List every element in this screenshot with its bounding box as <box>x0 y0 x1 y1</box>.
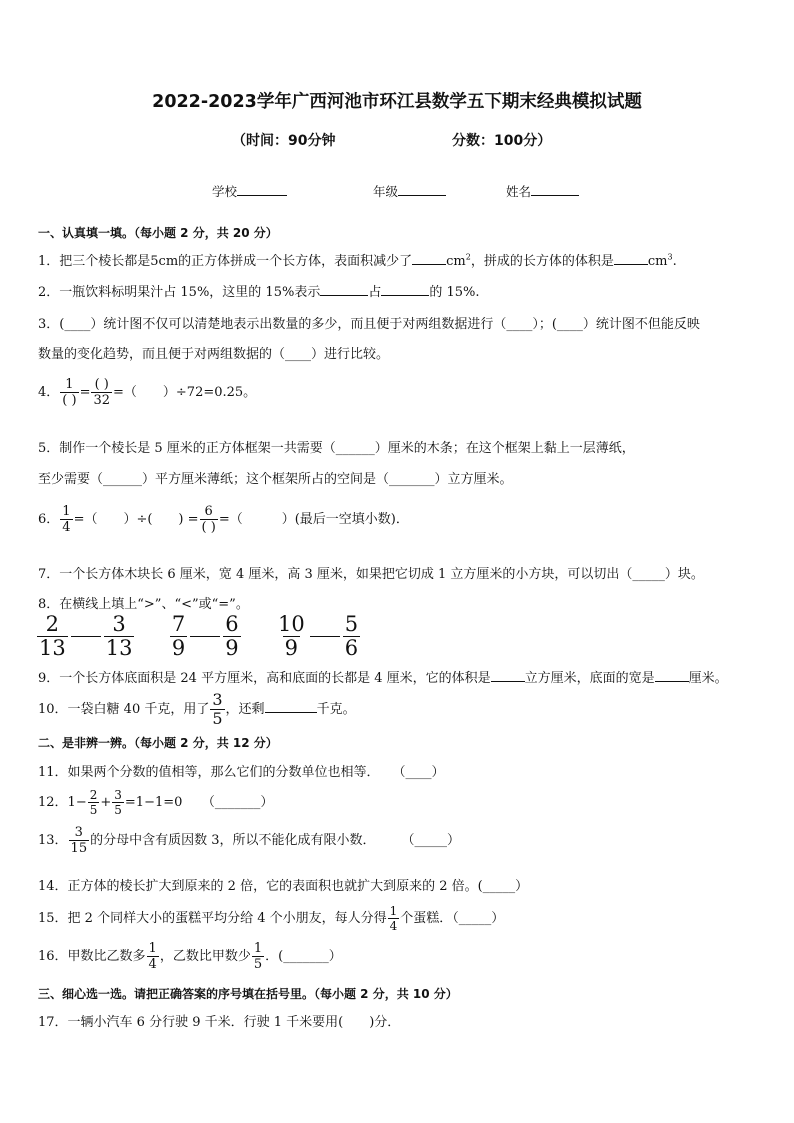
grade-label: 年级 <box>373 184 399 199</box>
section-3-heading: 三、细心选一选。请把正确答案的序号填在括号里。（每小题 2 分，共 10 分） <box>38 987 458 1001</box>
name-blank[interactable] <box>531 183 579 196</box>
section-2-heading: 二、是非辨一辨。（每小题 2 分，共 12 分） <box>38 736 278 750</box>
q2-blank-2[interactable] <box>381 283 429 296</box>
name-label: 姓名 <box>506 184 532 199</box>
exam-score: 分数：100分） <box>452 133 552 149</box>
q8-fraction: $\frac{2}{13}$ <box>39 612 66 660</box>
q4-equals: = <box>79 385 91 400</box>
q9-blank-2[interactable] <box>655 669 689 682</box>
question-4 <box>38 378 256 407</box>
q1-text: 1．把三个棱长都是5cm的正方体拼成一个长方体，表面积减少了 <box>38 254 413 269</box>
q10-blank[interactable] <box>265 700 317 713</box>
q6-mid: =（ ）÷( ) = <box>73 512 199 527</box>
grade-field <box>373 182 446 200</box>
school-label: 学校 <box>212 184 238 199</box>
q12-fraction-2: $\frac{3}{5}$ <box>114 788 122 817</box>
question-15 <box>38 905 504 932</box>
question-11: 11．如果两个分数的值相等，那么它们的分数单位也相等． （____） <box>38 765 445 780</box>
q16-text: 16．甲数比乙数多 <box>38 949 146 964</box>
name-field <box>506 182 579 200</box>
q6-num: 6． <box>38 512 60 527</box>
q10-end: 千克。 <box>316 702 356 717</box>
question-3-line-1: 3．(____）统计图不仅可以清楚地表示出数量的多少，而且便于对两组数据进行（____）；(____）统计图不但能反映 <box>38 317 700 332</box>
question-16 <box>38 942 342 971</box>
question-8-text: 8．在横线上填上“>”、“<”或“=”。 <box>38 597 249 612</box>
q2-text-2: 占 <box>368 285 382 300</box>
q10-text: 10．一袋白糖 40 千克，用了 <box>38 702 210 717</box>
exam-time: （时间：90分钟 <box>232 133 336 149</box>
q1-text-2: ，拼成的长方体的体积是 <box>470 254 614 269</box>
q12-text: 12．1− <box>38 795 87 810</box>
q8-fraction: $\frac{5}{6}$ <box>344 612 359 660</box>
q8-fraction: $\frac{7}{9}$ <box>171 612 186 660</box>
page-title: 2022-2023学年广西河池市环江县数学五下期末经典模拟试题 <box>152 92 642 112</box>
section-1-heading: 一、认真填一填。（每小题 2 分，共 20 分） <box>38 226 278 240</box>
q9-text-2: 立方厘米，底面的宽是 <box>524 671 655 686</box>
q2-blank-1[interactable] <box>320 283 368 296</box>
q6-fraction-1: $\frac{1}{4}$ <box>62 504 71 535</box>
q10-text-2: ，还剩 <box>225 702 265 717</box>
q4-num: 4． <box>38 385 60 400</box>
q4-fraction-1: $\frac{1}{( )}$ <box>62 377 77 408</box>
q16-text-2: ，乙数比甲数少 <box>159 949 251 964</box>
question-8-comparisons <box>36 614 361 659</box>
q1-blank-area[interactable] <box>412 252 446 265</box>
question-3-line-2: 数量的变化趋势，而且便于对两组数据的（____）进行比较。 <box>38 347 390 362</box>
q8-fraction: $\frac{3}{13}$ <box>105 612 133 660</box>
q1-unit-area: cm <box>446 254 466 269</box>
question-9 <box>38 667 728 686</box>
question-5-line-2: 至少需要（______）平方厘米薄纸；这个框架所占的空间是（_______）立方厘米。 <box>38 472 513 487</box>
q8-fraction: $\frac{10}{9}$ <box>277 612 305 660</box>
q15-fraction: $\frac{1}{4}$ <box>389 904 398 933</box>
q9-text: 9．一个长方体底面积是 24 平方厘米，高和底面的长都是 4 厘米，它的体积是 <box>38 671 491 686</box>
q1-unit-volume: cm <box>647 254 668 269</box>
q4-tail: =（ ）÷72=0.25。 <box>113 385 257 400</box>
q15-tail: 个蛋糕．（_____） <box>400 911 505 926</box>
q12-tail: =1−1=0 （_______） <box>124 795 274 810</box>
question-10 <box>38 692 356 727</box>
q16-tail: ．(_______） <box>265 949 342 964</box>
question-2 <box>38 281 480 300</box>
q8-blank-1[interactable] <box>71 636 101 637</box>
q10-fraction: $\frac{3}{5}$ <box>212 690 223 728</box>
q13-fraction: $\frac{3}{15}$ <box>70 825 88 856</box>
q4-fraction-2: $\frac{( )}{32}$ <box>93 377 111 408</box>
q8-blank-2[interactable] <box>190 636 220 637</box>
q9-end: 厘米。 <box>688 671 728 686</box>
q16-fraction-2: $\frac{1}{5}$ <box>253 941 263 972</box>
q13-text: 的分母中含有质因数 3，所以不能化成有限小数． （_____） <box>90 833 460 848</box>
question-13 <box>38 826 460 855</box>
q12-plus: + <box>100 795 112 810</box>
q8-fraction: $\frac{6}{9}$ <box>225 612 239 660</box>
question-12 <box>38 789 273 816</box>
q12-fraction-1: $\frac{2}{5}$ <box>89 788 98 817</box>
q1-blank-volume[interactable] <box>614 252 648 265</box>
question-17: 17．一辆小汽车 6 分行驶 9 千米．行驶 1 千米要用( )分． <box>38 1015 401 1030</box>
q8-blank-3[interactable] <box>310 636 340 637</box>
q16-fraction-1: $\frac{1}{4}$ <box>148 941 157 972</box>
q1-end: . <box>672 254 677 269</box>
question-6 <box>38 505 409 534</box>
q6-tail: =（ ）(最后一空填小数)． <box>218 512 409 527</box>
question-7: 7．一个长方体木块长 6 厘米，宽 4 厘米，高 3 厘米，如果把它切成 1 立方厘米的小方块，可以切出（_____）块。 <box>38 567 704 582</box>
q15-text: 15．把 2 个同样大小的蛋糕平均分给 4 个小朋友，每人分得 <box>38 911 387 926</box>
q2-end: 的 15%. <box>429 285 480 300</box>
q13-num: 13． <box>38 833 68 848</box>
grade-blank[interactable] <box>398 183 446 196</box>
q2-text: 2．一瓶饮料标明果汁占 15%，这里的 15%表示 <box>38 285 321 300</box>
question-14: 14．正方体的棱长扩大到原来的 2 倍，它的表面积也就扩大到原来的 2 倍。(_____） <box>38 879 529 894</box>
school-field <box>212 182 287 200</box>
school-blank[interactable] <box>237 183 287 196</box>
q6-fraction-2: $\frac{6}{( )}$ <box>201 504 216 535</box>
q9-blank-1[interactable] <box>491 669 525 682</box>
question-1: 1．把三个棱长都是5cm的正方体拼成一个长方体，表面积减少了 $cm^2$，拼成的长方体的体积是 $cm^3$. <box>38 252 677 269</box>
question-5-line-1: 5．制作一个棱长是 5 厘米的正方体框架一共需要（______）厘米的木条；在这个框架上黏上一层薄纸， <box>38 441 635 456</box>
